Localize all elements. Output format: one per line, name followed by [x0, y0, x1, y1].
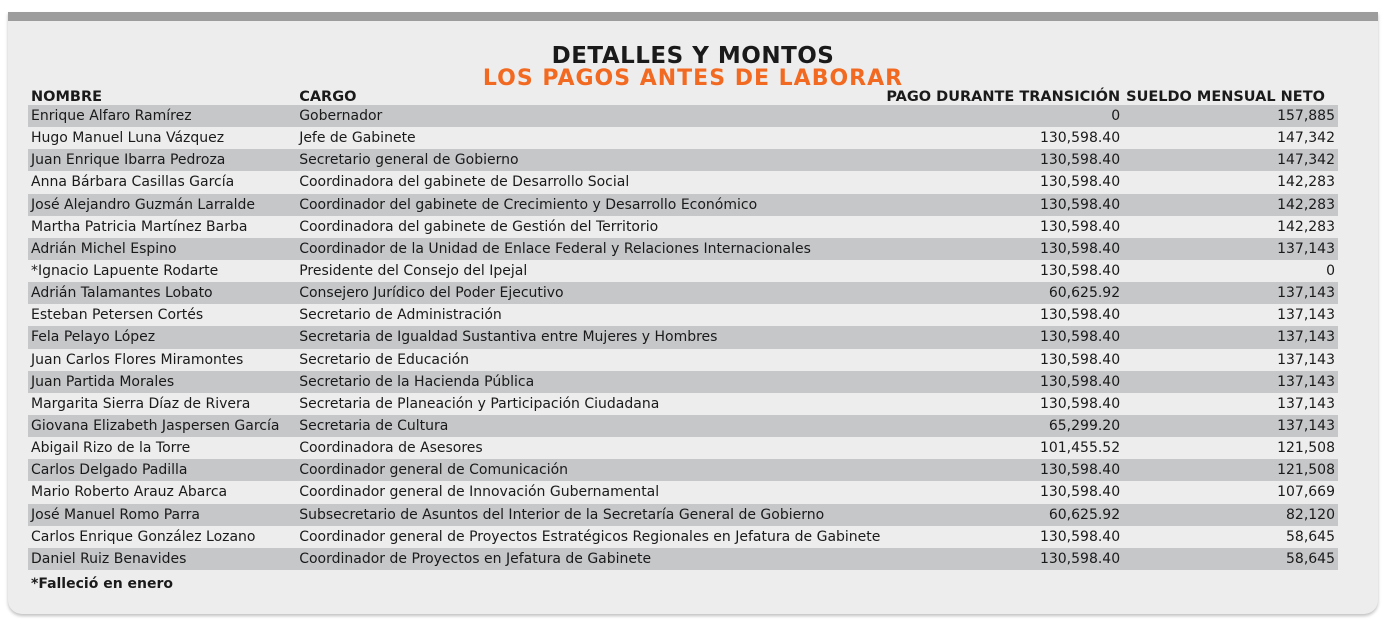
- cell-nombre: Fela Pelayo López: [28, 326, 296, 348]
- cell-sueldo: 0: [1123, 260, 1338, 282]
- table-row: [28, 105, 1338, 127]
- cell-cargo: Subsecretario de Asuntos del Interior de la Secretaría General de Gobierno: [296, 504, 883, 526]
- cell-pago: 130,598.40: [883, 481, 1123, 503]
- cell-nombre: Enrique Alfaro Ramírez: [28, 105, 296, 127]
- cell-nombre: Esteban Petersen Cortés: [28, 304, 296, 326]
- cell-cargo: Secretario de la Hacienda Pública: [296, 371, 883, 393]
- cell-pago: 130,598.40: [883, 194, 1123, 216]
- cell-pago: 130,598.40: [883, 149, 1123, 171]
- table-row: [28, 481, 1338, 503]
- cell-pago: 130,598.40: [883, 171, 1123, 193]
- column-header-nombre: NOMBRE: [31, 89, 103, 105]
- cell-sueldo: 121,508: [1123, 437, 1338, 459]
- cell-pago: 130,598.40: [883, 371, 1123, 393]
- cell-nombre: José Alejandro Guzmán Larralde: [28, 194, 296, 216]
- title-block: [8, 44, 1378, 90]
- cell-nombre: Adrián Michel Espino: [28, 238, 296, 260]
- table-row: [28, 393, 1338, 415]
- cell-nombre: Carlos Delgado Padilla: [28, 459, 296, 481]
- cell-cargo: Presidente del Consejo del Ipejal: [296, 260, 883, 282]
- cell-cargo: Coordinadora del gabinete de Gestión del Territorio: [296, 216, 883, 238]
- cell-cargo: Secretario general de Gobierno: [296, 149, 883, 171]
- cell-nombre: *Ignacio Lapuente Rodarte: [28, 260, 296, 282]
- cell-cargo: Coordinadora de Asesores: [296, 437, 883, 459]
- cell-cargo: Coordinadora del gabinete de Desarrollo Social: [296, 171, 883, 193]
- table-body: [28, 105, 1338, 570]
- cell-sueldo: 82,120: [1123, 504, 1338, 526]
- cell-sueldo: 58,645: [1123, 526, 1338, 548]
- cell-sueldo: 137,143: [1123, 326, 1338, 348]
- cell-cargo: Consejero Jurídico del Poder Ejecutivo: [296, 282, 883, 304]
- cell-pago: 101,455.52: [883, 437, 1123, 459]
- table-row: [28, 526, 1338, 548]
- cell-pago: 130,598.40: [883, 548, 1123, 570]
- cell-nombre: Abigail Rizo de la Torre: [28, 437, 296, 459]
- payments-table: [28, 85, 1338, 570]
- cell-pago: 130,598.40: [883, 238, 1123, 260]
- cell-nombre: Giovana Elizabeth Jaspersen García: [28, 415, 296, 437]
- table-row: [28, 504, 1338, 526]
- cell-cargo: Secretario de Educación: [296, 349, 883, 371]
- cell-sueldo: 107,669: [1123, 481, 1338, 503]
- table-row: [28, 238, 1338, 260]
- cell-sueldo: 137,143: [1123, 371, 1338, 393]
- cell-nombre: Mario Roberto Arauz Abarca: [28, 481, 296, 503]
- cell-cargo: Secretaria de Cultura: [296, 415, 883, 437]
- cell-pago: 130,598.40: [883, 349, 1123, 371]
- cell-sueldo: 157,885: [1123, 105, 1338, 127]
- table-row: [28, 194, 1338, 216]
- cell-sueldo: 137,143: [1123, 238, 1338, 260]
- cell-cargo: Coordinador del gabinete de Crecimiento y Desarrollo Económico: [296, 194, 883, 216]
- cell-sueldo: 121,508: [1123, 459, 1338, 481]
- column-header-cargo: CARGO: [299, 89, 357, 105]
- cell-sueldo: 137,143: [1123, 393, 1338, 415]
- cell-pago: 65,299.20: [883, 415, 1123, 437]
- cell-sueldo: 142,283: [1123, 171, 1338, 193]
- column-header-sueldo: SUELDO MENSUAL NETO: [1126, 89, 1325, 105]
- cell-cargo: Secretario de Administración: [296, 304, 883, 326]
- cell-cargo: Coordinador de Proyectos en Jefatura de Gabinete: [296, 548, 883, 570]
- cell-sueldo: 137,143: [1123, 415, 1338, 437]
- cell-sueldo: 58,645: [1123, 548, 1338, 570]
- cell-nombre: Juan Enrique Ibarra Pedroza: [28, 149, 296, 171]
- table-row: [28, 326, 1338, 348]
- cell-sueldo: 137,143: [1123, 304, 1338, 326]
- table-row: [28, 171, 1338, 193]
- cell-pago: 60,625.92: [883, 504, 1123, 526]
- cell-nombre: Hugo Manuel Luna Vázquez: [28, 127, 296, 149]
- cell-cargo: Coordinador general de Proyectos Estratégicos Regionales en Jefatura de Gabinete: [296, 526, 883, 548]
- cell-nombre: Martha Patricia Martínez Barba: [28, 216, 296, 238]
- cell-nombre: Daniel Ruiz Benavides: [28, 548, 296, 570]
- footnote: *Falleció en enero: [31, 576, 174, 592]
- cell-sueldo: 142,283: [1123, 216, 1338, 238]
- table-row: [28, 149, 1338, 171]
- cell-cargo: Secretaria de Igualdad Sustantiva entre Mujeres y Hombres: [296, 326, 883, 348]
- column-header-pago: PAGO DURANTE TRANSICIÓN: [886, 89, 1121, 105]
- cell-nombre: Juan Carlos Flores Miramontes: [28, 349, 296, 371]
- cell-cargo: Coordinador general de Innovación Gubernamental: [296, 481, 883, 503]
- cell-cargo: Jefe de Gabinete: [296, 127, 883, 149]
- cell-nombre: Adrián Talamantes Lobato: [28, 282, 296, 304]
- table-header-row: [28, 85, 1338, 105]
- table-row: [28, 459, 1338, 481]
- cell-cargo: Secretaria de Planeación y Participación Ciudadana: [296, 393, 883, 415]
- cell-nombre: José Manuel Romo Parra: [28, 504, 296, 526]
- cell-sueldo: 137,143: [1123, 282, 1338, 304]
- cell-pago: 130,598.40: [883, 216, 1123, 238]
- cell-sueldo: 137,143: [1123, 349, 1338, 371]
- cell-nombre: Carlos Enrique González Lozano: [28, 526, 296, 548]
- cell-pago: 130,598.40: [883, 127, 1123, 149]
- table-row: [28, 371, 1338, 393]
- cell-nombre: Anna Bárbara Casillas García: [28, 171, 296, 193]
- cell-pago: 130,598.40: [883, 304, 1123, 326]
- table-row: [28, 304, 1338, 326]
- table-row: [28, 548, 1338, 570]
- table-row: [28, 415, 1338, 437]
- table-row: [28, 260, 1338, 282]
- page-subtitle: LOS PAGOS ANTES DE LABORAR: [482, 66, 904, 91]
- cell-cargo: Gobernador: [296, 105, 883, 127]
- cell-sueldo: 147,342: [1123, 127, 1338, 149]
- cell-cargo: Coordinador general de Comunicación: [296, 459, 883, 481]
- cell-cargo: Coordinador de la Unidad de Enlace Federal y Relaciones Internacionales: [296, 238, 883, 260]
- cell-sueldo: 147,342: [1123, 149, 1338, 171]
- cell-pago: 60,625.92: [883, 282, 1123, 304]
- cell-pago: 130,598.40: [883, 393, 1123, 415]
- cell-nombre: Juan Partida Morales: [28, 371, 296, 393]
- table-row: [28, 349, 1338, 371]
- cell-pago: 130,598.40: [883, 459, 1123, 481]
- cell-pago: 130,598.40: [883, 326, 1123, 348]
- cell-pago: 130,598.40: [883, 526, 1123, 548]
- cell-nombre: Margarita Sierra Díaz de Rivera: [28, 393, 296, 415]
- cell-pago: 130,598.40: [883, 260, 1123, 282]
- table-row: [28, 282, 1338, 304]
- table-row: [28, 437, 1338, 459]
- table-row: [28, 127, 1338, 149]
- page-title: DETALLES Y MONTOS: [551, 43, 835, 69]
- table-row: [28, 216, 1338, 238]
- cell-pago: 0: [883, 105, 1123, 127]
- cell-sueldo: 142,283: [1123, 194, 1338, 216]
